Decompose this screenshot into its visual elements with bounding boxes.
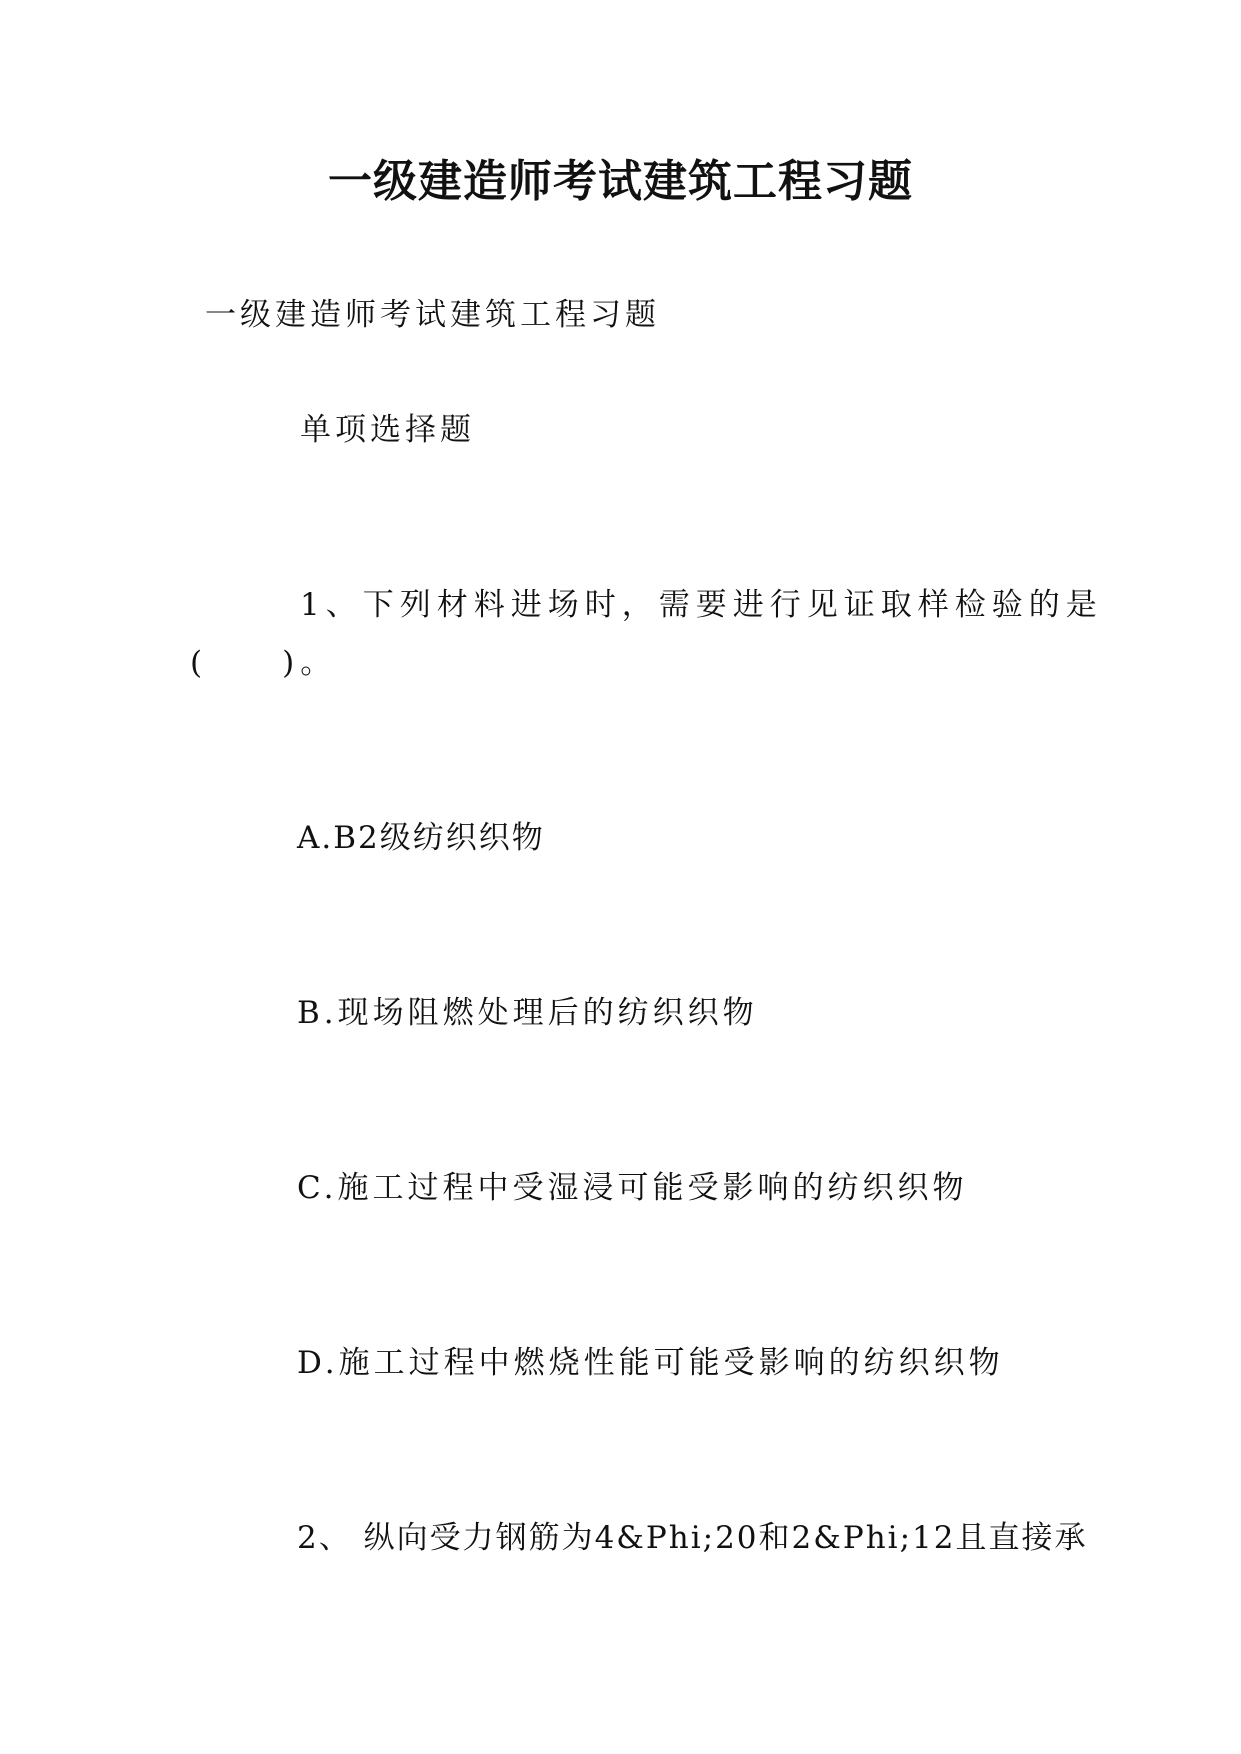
section-heading: 单项选择题 [300,412,475,448]
question-1-stem: 1、下列材料进场时，需要进行见证取样检验的是 [300,587,1103,623]
question-1-option-b: B.现场阻燃处理后的纺织织物 [297,995,758,1031]
question-2-stem: 2、 纵向受力钢筋为4&Phi;20和2&Phi;12且直接承 [297,1520,1088,1556]
question-1-option-c: C.施工过程中受湿浸可能受影响的纺织织物 [297,1170,968,1206]
question-1-option-d: D.施工过程中燃烧性能可能受影响的纺织织物 [297,1345,1004,1381]
document-title: 一级建造师考试建筑工程习题 [328,156,913,207]
question-1-option-a: A.B2级纺织织物 [297,820,545,856]
question-1-blank: ( )。 [190,645,338,681]
document-subtitle: 一级建造师考试建筑工程习题 [205,297,660,333]
